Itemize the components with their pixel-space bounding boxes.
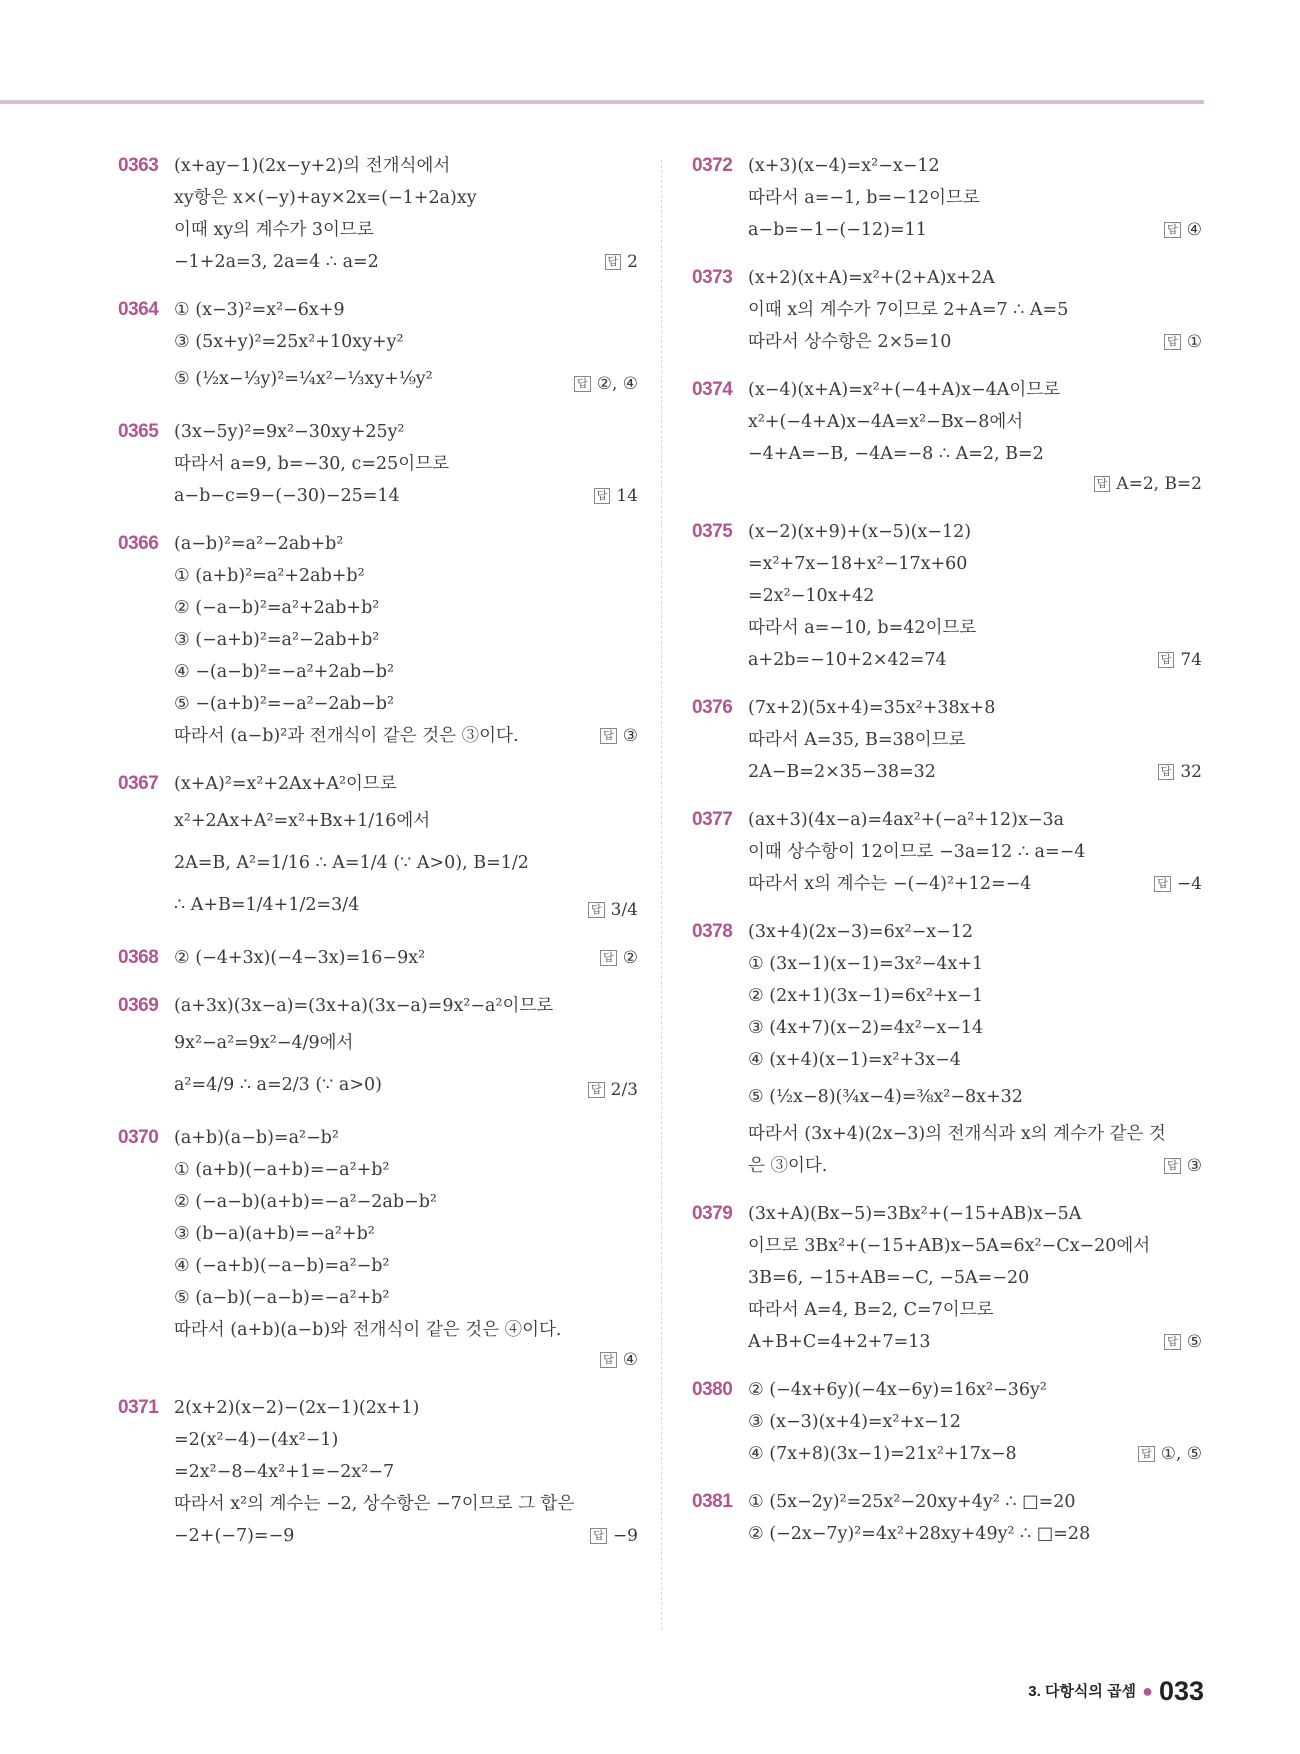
answer-tag: 답 (1164, 334, 1181, 350)
problem-number: 0369 (118, 995, 159, 1016)
answer-tag: 답 (600, 1352, 617, 1368)
problem-number: 0373 (692, 267, 733, 288)
solution-line: ⑤ −(a+b)²=−a²−2ab−b² (174, 694, 394, 714)
answer-value: ④ (622, 1350, 638, 1370)
problem-0364 (118, 294, 638, 398)
solution-line: ∴ A+B=1/4+1/2=3/4 (174, 895, 360, 915)
answer-value: −4 (1176, 874, 1202, 894)
answer-tag: 답 (588, 1082, 605, 1098)
bullet-icon: ● (1142, 1681, 1153, 1701)
solution-line: 이때 xy의 계수가 3이므로 (174, 220, 374, 240)
solution-line: −2+(−7)=−9 (174, 1526, 295, 1546)
solution-line: 따라서 상수항은 2×5=10 (748, 332, 952, 352)
answer-tag: 답 (1138, 1446, 1155, 1462)
answer-value: −9 (612, 1526, 638, 1546)
problem-number: 0368 (118, 947, 159, 968)
problem-number: 0363 (118, 155, 159, 176)
problem-number: 0381 (692, 1491, 733, 1512)
answer-value: ③ (1186, 1156, 1202, 1176)
solution-line: ② (−4x+6y)(−4x−6y)=16x²−36y² (748, 1380, 1047, 1400)
problem-0374 (692, 374, 1202, 498)
solution-line: 따라서 x의 계수는 −(−4)²+12=−4 (748, 874, 1032, 894)
answer-value: ⑤ (1186, 1332, 1202, 1352)
solution-line: 따라서 (3x+4)(2x−3)의 전개식과 x의 계수가 같은 것 (748, 1124, 1166, 1144)
problem-number: 0375 (692, 521, 733, 542)
answer-tag: 답 (588, 902, 605, 918)
solution-line: (x+2)(x+A)=x²+(2+A)x+2A (748, 268, 995, 288)
solution-line: (x−4)(x+A)=x²+(−4+A)x−4A이므로 (748, 380, 1061, 400)
solution-line: 은 ③이다. (748, 1156, 828, 1176)
solution-line: (a+3x)(3x−a)=(3x+a)(3x−a)=9x²−a²이므로 (174, 996, 554, 1016)
solution-line: a²=4/9 ∴ a=2/3 (∵ a>0) (174, 1075, 382, 1095)
solution-line: ④ (7x+8)(3x−1)=21x²+17x−8 (748, 1444, 1017, 1464)
solution-line: ⑤ (½x−8)(¾x−4)=⅜x²−8x+32 (748, 1087, 1023, 1107)
solution-line: ② (−a−b)(a+b)=−a²−2ab−b² (174, 1192, 437, 1212)
left-column (118, 150, 638, 1568)
answer-tag: 답 (1164, 222, 1181, 238)
solution-line: ③ (5x+y)²=25x²+10xy+y² (174, 332, 404, 352)
solution-line: 이때 x의 계수가 7이므로 2+A=7 ∴ A=5 (748, 300, 1069, 320)
answer-value: 2/3 (610, 1080, 638, 1100)
solution-line: 2A=B, A²=1/16 ∴ A=1/4 (∵ A>0), B=1/2 (174, 853, 529, 873)
solution-line: (x+ay−1)(2x−y+2)의 전개식에서 (174, 156, 451, 176)
problem-number: 0376 (692, 697, 733, 718)
answer (174, 1346, 638, 1374)
solution-line: (a−b)²=a²−2ab+b² (174, 534, 344, 554)
problem-number: 0365 (118, 421, 159, 442)
solution-line: ① (x−3)²=x²−6x+9 (174, 300, 345, 320)
answer-value: ①, ⑤ (1160, 1444, 1202, 1464)
solution-line: ① (3x−1)(x−1)=3x²−4x+1 (748, 954, 984, 974)
solution-line: ② (−a−b)²=a²+2ab+b² (174, 598, 380, 618)
solution-line: a−b=−1−(−12)=11 (748, 220, 927, 240)
answer-value: ② (622, 948, 638, 968)
answer-value: ① (1186, 332, 1202, 352)
answer-value: ④ (1186, 220, 1202, 240)
solution-line: ⑤ (a−b)(−a−b)=−a²+b² (174, 1288, 390, 1308)
page-footer (1028, 1676, 1204, 1707)
answer-tag: 답 (600, 950, 617, 966)
solution-line: ④ −(a−b)²=−a²+2ab−b² (174, 662, 394, 682)
answer-tag: 답 (605, 254, 622, 270)
solution-line: 이므로 3Bx²+(−15+AB)x−5A=6x²−Cx−20에서 (748, 1236, 1151, 1256)
problem-number: 0380 (692, 1379, 733, 1400)
chapter-title: 3. 다항식의 곱셈 (1028, 1683, 1137, 1700)
solution-line: ③ (b−a)(a+b)=−a²+b² (174, 1224, 375, 1244)
problem-0372 (692, 150, 1202, 244)
solution-line: ④ (−a+b)(−a−b)=a²−b² (174, 1256, 390, 1276)
solution-line: (ax+3)(4x−a)=4ax²+(−a²+12)x−3a (748, 810, 1065, 830)
solution-line: ⑤ (½x−⅓y)²=¼x²−⅓xy+⅑y² (174, 369, 433, 389)
page-number: 033 (1158, 1676, 1204, 1706)
problem-0370 (118, 1122, 638, 1374)
solution-line: a−b−c=9−(−30)−25=14 (174, 486, 400, 506)
solution-line: ③ (−a+b)²=a²−2ab+b² (174, 630, 380, 650)
solution-line: =x²+7x−18+x²−17x+60 (748, 554, 968, 574)
answer-tag: 답 (574, 376, 591, 392)
solution-line: 따라서 (a+b)(a−b)와 전개식이 같은 것은 ④이다. (174, 1320, 562, 1340)
answer-value: A=2, B=2 (1116, 474, 1202, 494)
solution-line: (x−2)(x+9)+(x−5)(x−12) (748, 522, 972, 542)
solution-line: 따라서 a=−10, b=42이므로 (748, 618, 977, 638)
answer-tag: 답 (1154, 876, 1171, 892)
problem-0363 (118, 150, 638, 276)
problem-number: 0366 (118, 533, 159, 554)
problem-0376 (692, 692, 1202, 786)
solution-line: ③ (4x+7)(x−2)=4x²−x−14 (748, 1018, 984, 1038)
problem-number: 0367 (118, 773, 159, 794)
answer-value: 3/4 (610, 900, 638, 920)
solution-line: (x+3)(x−4)=x²−x−12 (748, 156, 940, 176)
right-column (692, 150, 1202, 1568)
solution-line: (x+A)²=x²+2Ax+A²이므로 (174, 774, 397, 794)
solution-line: ④ (x+4)(x−1)=x²+3x−4 (748, 1050, 961, 1070)
column-divider (661, 160, 663, 1630)
solution-line: x²+2Ax+A²=x²+Bx+1/16에서 (174, 811, 431, 831)
answer (748, 470, 1202, 498)
solution-line: (3x+A)(Bx−5)=3Bx²+(−15+AB)x−5A (748, 1204, 1082, 1224)
solution-line: ② (−2x−7y)²=4x²+28xy+49y² ∴ □=28 (748, 1524, 1091, 1544)
answer-value: 2 (627, 252, 638, 272)
answer-tag: 답 (1158, 652, 1175, 668)
problem-0377 (692, 804, 1202, 898)
problem-number: 0379 (692, 1203, 733, 1224)
problem-number: 0364 (118, 299, 159, 320)
solution-line: −1+2a=3, 2a=4 ∴ a=2 (174, 252, 379, 272)
answer-value: 14 (616, 486, 638, 506)
solution-line: 2A−B=2×35−38=32 (748, 762, 936, 782)
problem-0369 (118, 990, 638, 1104)
answer-value: 32 (1180, 762, 1202, 782)
answer-tag: 답 (1164, 1158, 1181, 1174)
solution-line: 따라서 x²의 계수는 −2, 상수항은 −7이므로 그 합은 (174, 1494, 575, 1514)
solution-line: a+2b=−10+2×42=74 (748, 650, 947, 670)
solution-line: (7x+2)(5x+4)=35x²+38x+8 (748, 698, 996, 718)
solution-line: 2(x+2)(x−2)−(2x−1)(2x+1) (174, 1398, 420, 1418)
problem-0380 (692, 1374, 1202, 1468)
solution-line: 따라서 a=9, b=−30, c=25이므로 (174, 454, 450, 474)
solution-line: (3x+4)(2x−3)=6x²−x−12 (748, 922, 974, 942)
solution-line: =2(x²−4)−(4x²−1) (174, 1430, 339, 1450)
problem-0365 (118, 416, 638, 510)
solution-line: ① (5x−2y)²=25x²−20xy+4y² ∴ □=20 (748, 1492, 1076, 1512)
solution-line: 따라서 a=−1, b=−12이므로 (748, 188, 980, 208)
problem-number: 0374 (692, 379, 733, 400)
answer-value: 74 (1180, 650, 1202, 670)
problem-0373 (692, 262, 1202, 356)
problem-0366 (118, 528, 638, 750)
problem-0375 (692, 516, 1202, 674)
answer-tag: 답 (1164, 1334, 1181, 1350)
answer-value: ③ (622, 726, 638, 746)
solution-line: 3B=6, −15+AB=−C, −5A=−20 (748, 1268, 1030, 1288)
solution-line: A+B+C=4+2+7=13 (748, 1332, 931, 1352)
solution-line: xy항은 x×(−y)+ay×2x=(−1+2a)xy (174, 188, 477, 208)
solution-line: 따라서 (a−b)²과 전개식이 같은 것은 ③이다. (174, 726, 519, 746)
problem-0378 (692, 916, 1202, 1180)
answer-tag: 답 (1094, 476, 1111, 492)
solution-line: 따라서 A=4, B=2, C=7이므로 (748, 1300, 994, 1320)
problem-number: 0372 (692, 155, 733, 176)
problem-0379 (692, 1198, 1202, 1356)
problem-0367 (118, 768, 638, 924)
solution-line: (3x−5y)²=9x²−30xy+25y² (174, 422, 405, 442)
solution-line: ② (−4+3x)(−4−3x)=16−9x² (174, 948, 426, 968)
answer-tag: 답 (590, 1528, 607, 1544)
problem-number: 0371 (118, 1397, 159, 1418)
solution-line: ① (a+b)(−a+b)=−a²+b² (174, 1160, 390, 1180)
solution-line: =2x²−8−4x²+1=−2x²−7 (174, 1462, 395, 1482)
problem-0381 (692, 1486, 1202, 1550)
solution-line: 9x²−a²=9x²−4/9에서 (174, 1033, 354, 1053)
solution-line: x²+(−4+A)x−4A=x²−Bx−8에서 (748, 412, 1024, 432)
solution-line: ② (2x+1)(3x−1)=6x²+x−1 (748, 986, 984, 1006)
solution-line: =2x²−10x+42 (748, 586, 875, 606)
answer-tag: 답 (1158, 764, 1175, 780)
answer-tag: 답 (594, 488, 611, 504)
problem-number: 0370 (118, 1127, 159, 1148)
answer-value: ②, ④ (596, 374, 638, 394)
problem-number: 0378 (692, 921, 733, 942)
solution-line: ① (a+b)²=a²+2ab+b² (174, 566, 365, 586)
problem-0371 (118, 1392, 638, 1550)
solution-line: ③ (x−3)(x+4)=x²+x−12 (748, 1412, 961, 1432)
answer-tag: 답 (600, 728, 617, 744)
problem-0368 (118, 942, 638, 972)
solution-line: 이때 상수항이 12이므로 −3a=12 ∴ a=−4 (748, 842, 1086, 862)
solution-line: (a+b)(a−b)=a²−b² (174, 1128, 339, 1148)
top-rule (0, 100, 1204, 104)
problem-number: 0377 (692, 809, 733, 830)
solution-line: 따라서 A=35, B=38이므로 (748, 730, 966, 750)
solution-line: −4+A=−B, −4A=−8 ∴ A=2, B=2 (748, 444, 1044, 464)
